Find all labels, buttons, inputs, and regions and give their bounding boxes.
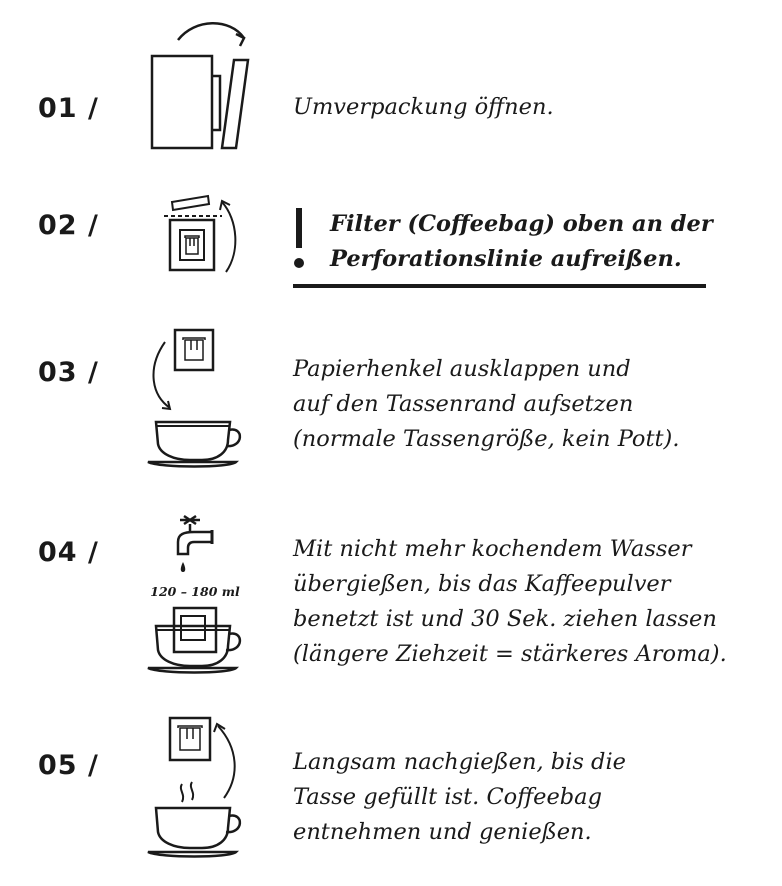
warning-dot [294, 258, 304, 268]
warning-underline [293, 284, 706, 288]
remove-filter-steaming-cup-icon [140, 714, 250, 874]
open-box-icon [140, 20, 260, 160]
tear-filter-icon [160, 192, 250, 282]
step-instruction: Umverpackung öffnen. [293, 94, 554, 120]
step-number: 03 / [38, 357, 99, 388]
hang-filter-on-cup-icon [140, 326, 250, 471]
step-number: 02 / [38, 210, 99, 241]
step-number: 01 / [38, 93, 99, 124]
step-instruction: Langsam nachgießen, bis die Tasse gefüllt ist. Coffeebag entnehmen und genießen. [293, 749, 626, 845]
step-instruction-warning: Filter (Coffeebag) oben an der Perforationslinie aufreißen. [330, 211, 713, 272]
water-volume-label: 120 – 180 ml [150, 584, 240, 599]
step-instruction: Mit nicht mehr kochendem Wasser übergießen, bis das Kaffeepulver benetzt ist und 30 Sek. ziehen lassen (längere Ziehzeit = stärkeres Aroma). [293, 536, 727, 667]
step-number: 05 / [38, 750, 99, 781]
step-instruction: Papierhenkel ausklappen und auf den Tassenrand aufsetzen (normale Tassengröße, kein Pott). [293, 356, 680, 452]
step-number: 04 / [38, 537, 99, 568]
warning-exclamation-icon [296, 208, 302, 248]
